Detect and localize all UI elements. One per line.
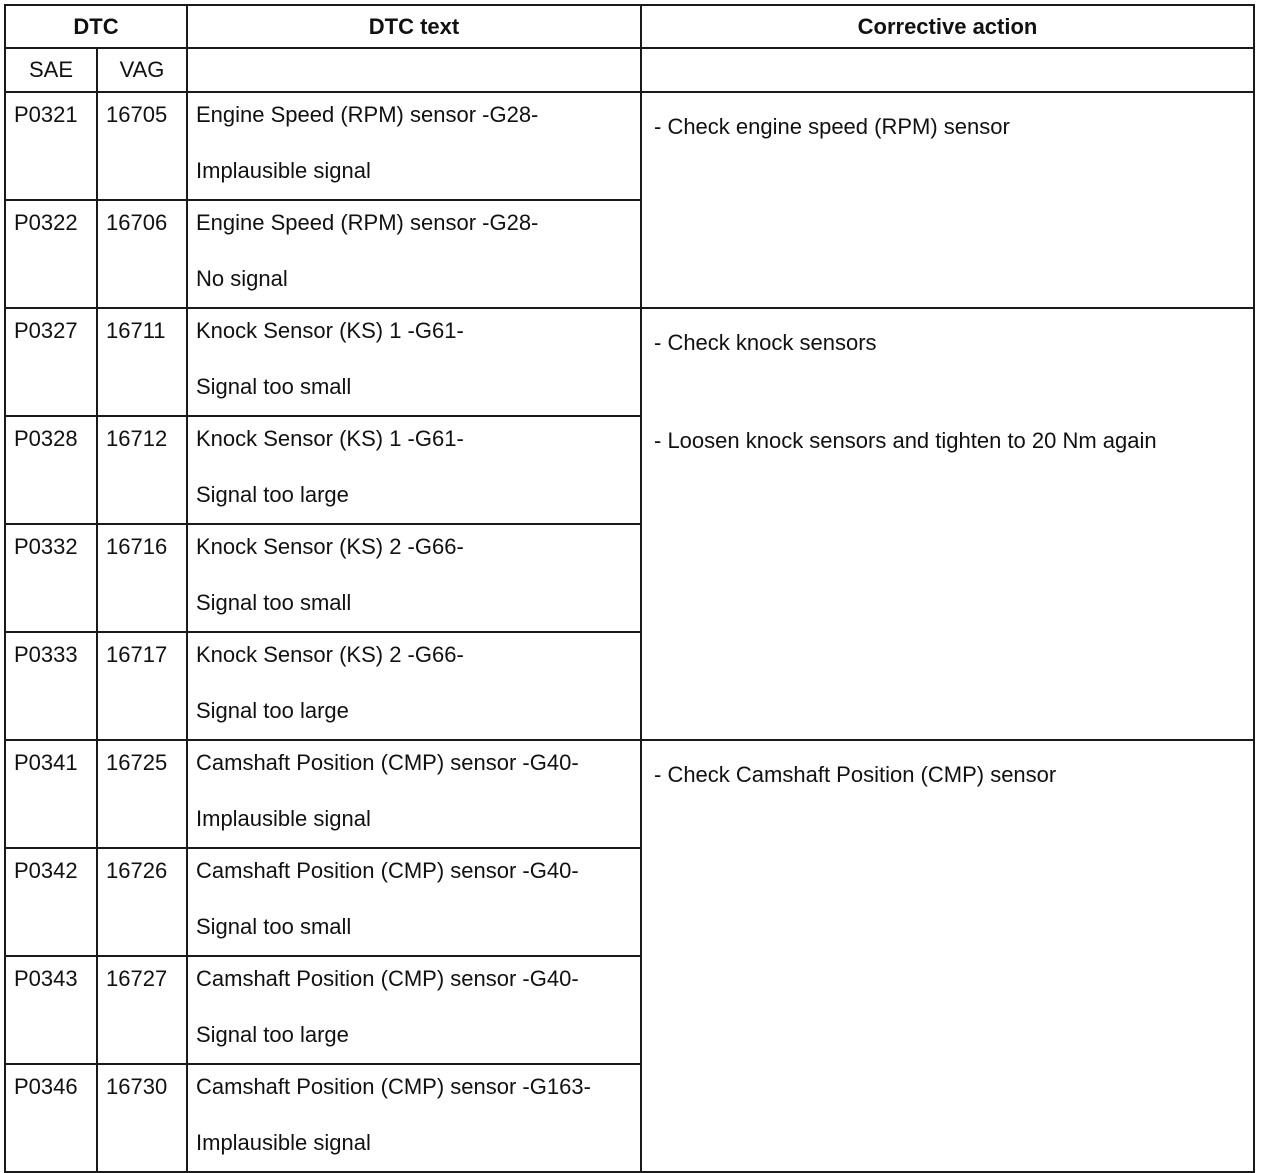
dtc-text-line1: Knock Sensor (KS) 1 -G61- — [196, 318, 464, 343]
vag-code: 16730 — [97, 1064, 187, 1172]
dtc-text-cell — [187, 524, 641, 632]
empty-subheader-cell — [641, 48, 1254, 92]
action-text: - Check knock sensors — [654, 330, 877, 355]
sae-code: P0321 — [5, 92, 97, 200]
dtc-text-line2: Implausible signal — [196, 1130, 371, 1155]
dtc-header: DTC — [5, 5, 187, 48]
corrective-action-cmp — [641, 740, 1254, 1172]
table-row — [5, 308, 1254, 416]
dtc-text-header: DTC text — [187, 5, 641, 48]
dtc-text-line1: Camshaft Position (CMP) sensor -G163- — [196, 1074, 591, 1099]
vag-code: 16706 — [97, 200, 187, 308]
dtc-text-line1: Knock Sensor (KS) 1 -G61- — [196, 426, 464, 451]
dtc-text-line2: No signal — [196, 266, 288, 291]
vag-code: 16727 — [97, 956, 187, 1064]
action-text: - Loosen knock sensors and tighten to 20 Nm again — [654, 428, 1157, 453]
sae-code: P0332 — [5, 524, 97, 632]
sae-header: SAE — [5, 48, 97, 92]
dtc-text-line1: Camshaft Position (CMP) sensor -G40- — [196, 750, 579, 775]
dtc-text-cell — [187, 416, 641, 524]
sae-code: P0328 — [5, 416, 97, 524]
table-row — [5, 740, 1254, 848]
dtc-text-line2: Signal too large — [196, 698, 349, 723]
dtc-text-line2: Implausible signal — [196, 158, 371, 183]
vag-code: 16716 — [97, 524, 187, 632]
action-text: - Check engine speed (RPM) sensor — [654, 114, 1010, 139]
vag-header: VAG — [97, 48, 187, 92]
dtc-text-cell — [187, 848, 641, 956]
vag-code: 16711 — [97, 308, 187, 416]
empty-subheader-cell — [187, 48, 641, 92]
dtc-text-line2: Signal too large — [196, 482, 349, 507]
vag-code: 16712 — [97, 416, 187, 524]
corrective-action-knock — [641, 308, 1254, 740]
dtc-text-line2: Signal too large — [196, 1022, 349, 1047]
corrective-action-header: Corrective action — [641, 5, 1254, 48]
corrective-action-rpm — [641, 92, 1254, 308]
sae-code: P0346 — [5, 1064, 97, 1172]
dtc-text-line2: Signal too small — [196, 914, 352, 939]
dtc-text-line1: Engine Speed (RPM) sensor -G28- — [196, 102, 539, 127]
dtc-text-cell — [187, 632, 641, 740]
dtc-text-line2: Signal too small — [196, 374, 352, 399]
sae-code: P0341 — [5, 740, 97, 848]
dtc-text-line1: Knock Sensor (KS) 2 -G66- — [196, 534, 464, 559]
dtc-text-cell — [187, 956, 641, 1064]
dtc-text-line1: Knock Sensor (KS) 2 -G66- — [196, 642, 464, 667]
table-row — [5, 92, 1254, 200]
vag-code: 16705 — [97, 92, 187, 200]
dtc-text-line2: Signal too small — [196, 590, 352, 615]
sae-code: P0333 — [5, 632, 97, 740]
vag-code: 16725 — [97, 740, 187, 848]
vag-code: 16717 — [97, 632, 187, 740]
dtc-text-cell — [187, 92, 641, 200]
vag-code: 16726 — [97, 848, 187, 956]
action-text: - Check Camshaft Position (CMP) sensor — [654, 762, 1057, 787]
header-row — [5, 5, 1254, 48]
sae-code: P0343 — [5, 956, 97, 1064]
sae-code: P0327 — [5, 308, 97, 416]
sae-code: P0342 — [5, 848, 97, 956]
dtc-text-line1: Camshaft Position (CMP) sensor -G40- — [196, 858, 579, 883]
dtc-table — [4, 4, 1255, 1173]
dtc-text-line1: Engine Speed (RPM) sensor -G28- — [196, 210, 539, 235]
dtc-text-cell — [187, 200, 641, 308]
dtc-text-cell — [187, 308, 641, 416]
dtc-text-line1: Camshaft Position (CMP) sensor -G40- — [196, 966, 579, 991]
dtc-text-cell — [187, 1064, 641, 1172]
sae-code: P0322 — [5, 200, 97, 308]
dtc-text-line2: Implausible signal — [196, 806, 371, 831]
dtc-text-cell — [187, 740, 641, 848]
subheader-row — [5, 48, 1254, 92]
